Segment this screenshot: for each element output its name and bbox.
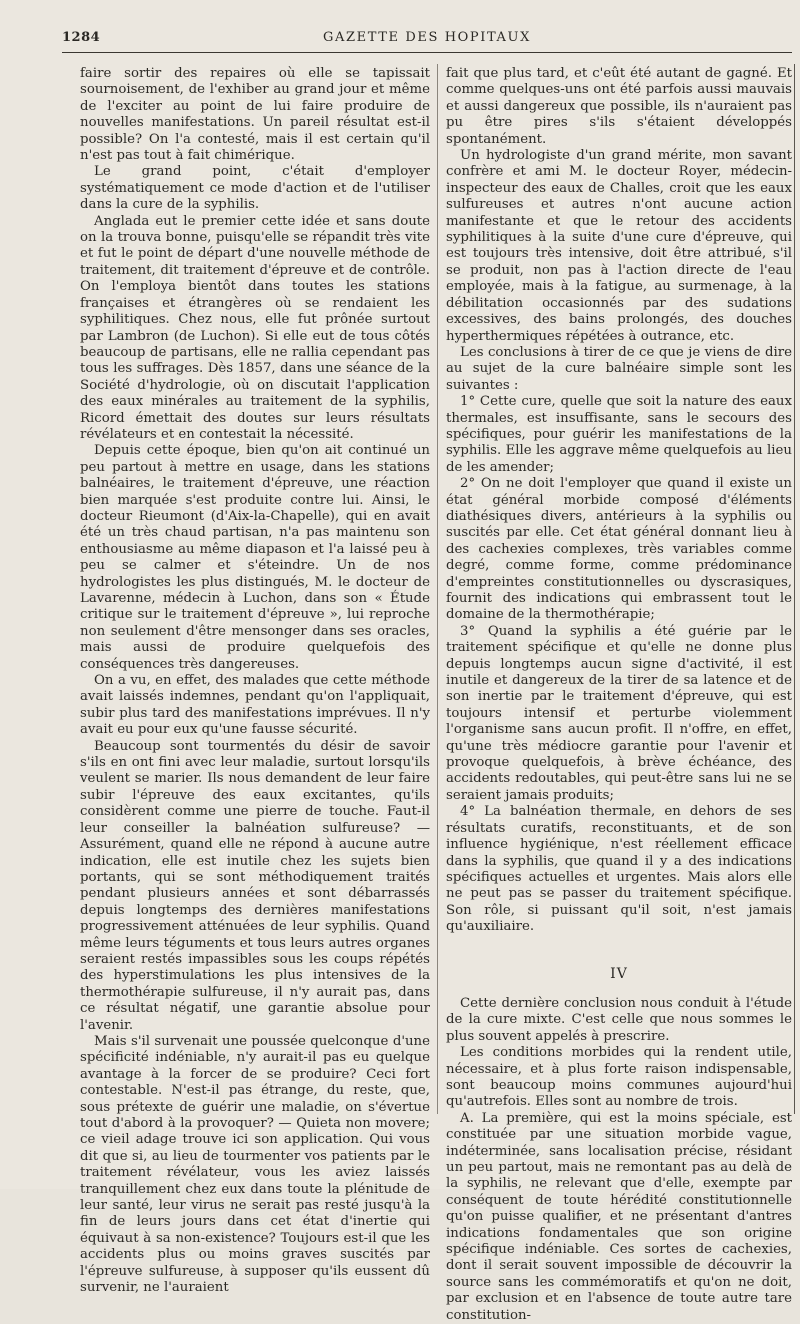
- paragraph: Beaucoup sont tourmentés du désir de savoir s'ils en ont fini avec leur maladie, surtout lorsqu'ils veulent se marier. Ils nous demandent de leur faire subir l'épreuve des eaux excitantes, qu'ils considèrent comme une pierre de touche. Faut-il leur conseiller la balnéation sulfureuse? — Assurément, quand elle ne répond à aucune autre indication, elle est inutile chez les sujets bien portants, qui se sont méthodiquement traités pendant plusieurs années et sont débarrassés depuis longtemps des dernières manifestations progressivement atténuées de leur syphilis. Quand même leurs téguments et tous leurs autres organes seraient restés impassibles sous les coups répétés des hyperstimulations les plus intensives de la thermothérapie sulfureuse, il n'y aurait pas, dans ce résultat négatif, une garantie absolue pour l'avenir.: [80, 738, 430, 1033]
- paragraph: Les conclusions à tirer de ce que je viens de dire au sujet de la cure balnéaire simple sont les suivantes :: [446, 344, 792, 393]
- right-column: [446, 66, 792, 1324]
- left-column: [80, 66, 430, 1296]
- paragraph: faire sortir des repaires où elle se tapissait sournoisement, de l'exhiber au grand jour et même de l'exciter au point de lui faire produire de nouvelles manifestations. Un pareil résultat est-il possible? On l'a contesté, mais il est certain qu'il n'est pas tout à fait chimérique.: [80, 66, 430, 164]
- column-divider: [437, 64, 438, 1114]
- paragraph: Le grand point, c'était d'employer systématiquement ce mode d'action et de l'utiliser dans la cure de la syphilis.: [80, 164, 430, 213]
- paragraph: fait que plus tard, et c'eût été autant de gagné. Et comme quelques-uns ont été parfois aussi mauvais et aussi dangereux que possible, ils n'auraient pas pu être pires s'ils s'étaient développés spontanément.: [446, 66, 792, 147]
- paragraph: Un hydrologiste d'un grand mérite, mon savant confrère et ami M. le docteur Royer, médecin-inspecteur des eaux de Challes, croit que les eaux sulfureuses et autres n'ont aucune action manifestante et que le retour des accidents syphilitiques à la suite d'une cure d'épreuve, qui est toujours très intensive, doit être attribué, s'il se produit, non pas à l'action directe de l'eau employée, mais à la fatigue, au surmenage, à la débilitation occasionnés par des sudations excessives, des bains prolongés, des douches hyperthermiques répétées à outrance, etc.: [446, 148, 792, 344]
- paragraph: 1° Cette cure, quelle que soit la nature des eaux thermales, est insuffisante, sans le secours des spécifiques, pour guérir les manifestations de la syphilis. Elle les aggrave même quelquefois au lieu de les amender;: [446, 394, 792, 475]
- page-edge-rule: [794, 64, 795, 1114]
- running-title: GAZETTE DES HOPITAUX: [323, 30, 531, 45]
- paragraph: Mais s'il survenait une poussée quelconque d'une spécificité indéniable, n'y aurait-il pas eu quelque avantage à la forcer de se produire? Ceci fort contestable. N'est-il pas étrange, du reste, que, sous prétexte de guérir une maladie, on s'évertue tout d'abord à la provoquer? — Quieta non movere; ce vieil adage trouve ici son application. Qui vous dit que si, au lieu de tourmenter vos patients par le traitement révélateur, vous les aviez laissés tranquillement chez eux dans toute la plénitude de leur santé, leur virus ne serait pas resté jusqu'à la fin de leurs jours dans cet état d'inertie qui équivaut à sa non-existence? Toujours est-il que les accidents plus ou moins graves suscités par l'épreuve sulfureuse, à supposer qu'ils eussent dû survenir, ne l'auraient: [80, 1033, 430, 1296]
- paragraph: On a vu, en effet, des malades que cette méthode avait laissés indemnes, pendant qu'on l'appliquait, subir plus tard des manifestations imprévues. Il n'y avait eu pour eux qu'une fausse sécurité.: [80, 673, 430, 738]
- paragraph: Depuis cette époque, bien qu'on ait continué un peu partout à mettre en usage, dans les stations balnéaires, le traitement d'épreuve, une réaction bien marquée s'est produite contre lui. Ainsi, le docteur Rieumont (d'Aix-la-Chapelle), qui en avait été un très chaud partisan, n'a pas maintenu son enthousiasme au même diapason et l'a laissé peu à peu se calmer et s'éteindre. Un de nos hydrologistes les plus distingués, M. le docteur de Lavarenne, médecin à Luchon, dans son « Étude critique sur le traitement d'épreuve », lui reproche non seulement d'être mensonger dans ses oracles, mais aussi de produire quelquefois des conséquences très dangereuses.: [80, 443, 430, 672]
- paragraph: Les conditions morbides qui la rendent utile, nécessaire, et à plus forte raison indispensable, sont beaucoup moins communes aujourd'hui qu'autrefois. Elles sont au nombre de trois.: [446, 1045, 792, 1110]
- paragraph: 3° Quand la syphilis a été guérie par le traitement spécifique et qu'elle ne donne plus depuis longtemps aucun signe d'activité, il est inutile et dangereux de la tirer de sa latence et de son inertie par le traitement d'épreuve, qui est toujours intensif et perturbe violemment l'organisme sans aucun profit. Il n'offre, en effet, qu'une très médiocre garantie pour l'avenir et provoque quelquefois, à brève échéance, des accidents redoutables, qui peut-être sans lui ne se seraient jamais produits;: [446, 623, 792, 803]
- paragraph: 4° La balnéation thermale, en dehors de ses résultats curatifs, reconstituants, et de son influence hygiénique, n'est réellement efficace dans la syphilis, que quand il y a des indications spécifiques actuelles et urgentes. Mais alors elle ne peut pas se passer du traitement spécifique. Son rôle, si puissant qu'il soit, n'est jamais qu'auxiliaire.: [446, 804, 792, 935]
- paragraph: A. La première, qui est la moins spéciale, est constituée par une situation morbide vague, indéterminée, sans localisation précise, résidant un peu partout, mais ne remontant pas au delà de la syphilis, ne relevant que d'elle, exempte par conséquent de toute hérédité constitutionnelle qu'on puisse qualifier, et ne présentant d'antres indications fondamentales que son origine spécifique indéniable. Ces sortes de cachexies, dont il serait souvent impossible de découvrir la source sans les commémoratifs et qu'on ne doit, par exclusion et en l'absence de toute autre tare constitution-: [446, 1110, 792, 1323]
- section-heading: IV: [610, 965, 628, 982]
- header-rule: [62, 52, 792, 53]
- page-number: 1284: [62, 30, 101, 45]
- paragraph: Cette dernière conclusion nous conduit à l'étude de la cure mixte. C'est celle que nous sommes le plus souvent appelés à prescrire.: [446, 995, 792, 1044]
- paragraph: Anglada eut le premier cette idée et sans doute on la trouva bonne, puisqu'elle se répandit très vite et fut le point de départ d'une nouvelle méthode de traitement, dit traitement d'épreuve et de contrôle. On l'employa bientôt dans toutes les stations françaises et étrangères où se rendaient les syphilitiques. Chez nous, elle fut prônée surtout par Lambron (de Luchon). Si elle eut de tous côtés beaucoup de partisans, elle ne rallia cependant pas tous les suffrages. Dès 1857, dans une séance de la Société d'hydrologie, où on discutait l'application des eaux minérales au traitement de la syphilis, Ricord émettait des doutes sur leurs résultats révélateurs et en contestait la nécessité.: [80, 213, 430, 442]
- page-header: [62, 30, 792, 52]
- paragraph: 2° On ne doit l'employer que quand il existe un état général morbide composé d'éléments diathésiques divers, antérieurs à la syphilis ou suscités par elle. Cet état général donnant lieu à des cachexies complexes, très variables comme degré, comme forme, comme prédominance d'empreintes constitutionnelles ou dyscrasiques, fournit des indications qui embrassent tout le domaine de la thermothérapie;: [446, 476, 792, 623]
